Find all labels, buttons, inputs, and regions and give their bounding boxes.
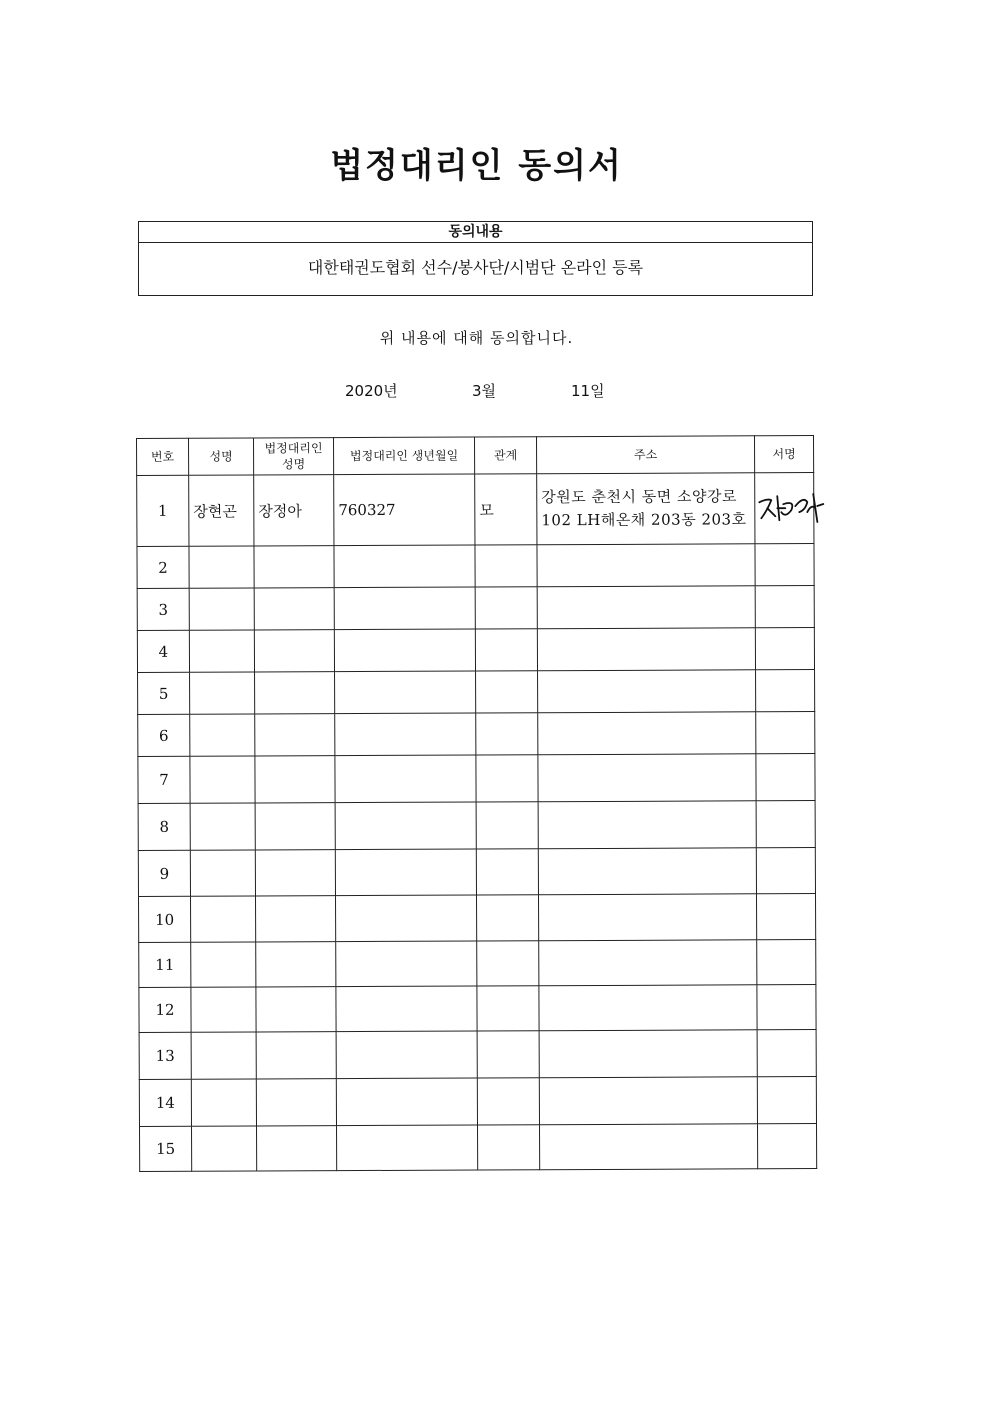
- cell-guardian-birth: [335, 671, 476, 714]
- cell-signature: [757, 1124, 816, 1169]
- cell-relation: [476, 671, 538, 713]
- cell-relation: [475, 545, 537, 587]
- cell-address: [537, 544, 755, 587]
- cell-signature: [756, 670, 815, 712]
- table-row: [140, 1124, 817, 1172]
- cell-number: 4: [137, 630, 189, 672]
- table-row: [137, 473, 814, 547]
- cell-number: 14: [139, 1079, 191, 1126]
- date-day: 11일: [571, 382, 605, 400]
- agreement-statement: 위 내용에 대해 동의합니다.: [379, 329, 574, 347]
- table-row: [138, 754, 815, 804]
- cell-number: 5: [138, 672, 190, 714]
- cell-number: 3: [137, 588, 189, 630]
- cell-signature: [755, 628, 814, 670]
- cell-address: [538, 894, 756, 941]
- table-row: [138, 670, 815, 715]
- cell-name: 장현곤: [189, 475, 254, 546]
- cell-number: 2: [137, 546, 189, 588]
- cell-relation: 모: [475, 474, 537, 545]
- cell-guardian-birth: [335, 895, 476, 942]
- cell-number: 7: [138, 756, 190, 803]
- cell-number: 9: [138, 850, 190, 896]
- cell-relation: [475, 587, 537, 629]
- cell-name: [189, 588, 254, 630]
- cell-name: [190, 672, 255, 714]
- table-row: [137, 628, 814, 673]
- cell-signature: [756, 894, 815, 940]
- cell-name: [191, 1032, 256, 1079]
- document-title: 법정대리인 동의서: [330, 146, 623, 186]
- table-row: [137, 544, 814, 589]
- cell-relation: [476, 849, 538, 895]
- header-address: 주소: [536, 436, 754, 474]
- cell-relation: [476, 802, 538, 849]
- consent-box: [138, 221, 813, 296]
- cell-guardian-name: [254, 630, 334, 672]
- cell-signature: [757, 985, 816, 1030]
- cell-guardian-name: [256, 987, 336, 1032]
- date-month: 3월: [472, 382, 497, 400]
- consent-body: 대한태권도협회 선수/봉사단/시범단 온라인 등록: [307, 258, 644, 277]
- table-row: [139, 1030, 816, 1080]
- cell-signature: [755, 473, 814, 544]
- cell-guardian-birth: [334, 545, 475, 588]
- cell-name: [190, 803, 255, 850]
- cell-guardian-name: [257, 1126, 337, 1171]
- cell-address: [538, 801, 756, 849]
- cell-name: [191, 1079, 256, 1126]
- table-header-row: [137, 436, 814, 476]
- cell-name: [191, 987, 256, 1032]
- cell-number: 10: [139, 896, 191, 942]
- header-signature: 서명: [754, 436, 813, 473]
- cell-number: 6: [138, 714, 190, 756]
- cell-guardian-name: [255, 850, 335, 896]
- cell-name: [189, 546, 254, 588]
- cell-address: [539, 1030, 757, 1078]
- cell-relation: [475, 629, 537, 671]
- cell-number: 13: [139, 1032, 191, 1079]
- cell-guardian-name: [254, 588, 334, 630]
- cell-signature: [756, 848, 815, 894]
- cell-guardian-name: 장정아: [254, 475, 334, 546]
- cell-relation: [476, 755, 538, 802]
- cell-signature: [756, 754, 815, 801]
- cell-guardian-name: [256, 1032, 336, 1079]
- cell-guardian-birth: 760327: [334, 474, 475, 546]
- table-row: [137, 586, 814, 631]
- cell-name: [191, 942, 256, 987]
- cell-signature: [756, 712, 815, 754]
- table-row: [139, 894, 816, 943]
- cell-relation: [477, 941, 539, 986]
- cell-relation: [476, 895, 538, 941]
- cell-address: 강원도 춘천시 동면 소양강로 102 LH해온채 203동 203호: [537, 473, 755, 545]
- cell-number: 12: [139, 987, 191, 1032]
- cell-address: [538, 848, 756, 895]
- cell-address: [537, 586, 755, 629]
- roster-table: [136, 435, 817, 1172]
- cell-number: 11: [139, 942, 191, 987]
- cell-address: [538, 670, 756, 713]
- cell-signature: [756, 801, 815, 848]
- consent-header: 동의내용: [139, 222, 812, 243]
- cell-guardian-name: [256, 942, 336, 987]
- cell-signature: [757, 940, 816, 985]
- cell-signature: [757, 1030, 816, 1077]
- cell-guardian-birth: [336, 1078, 477, 1126]
- cell-name: [189, 630, 254, 672]
- cell-relation: [477, 1078, 539, 1125]
- table-row: [138, 712, 815, 757]
- cell-guardian-birth: [334, 629, 475, 672]
- cell-address: [538, 754, 756, 802]
- cell-guardian-name: [255, 756, 335, 803]
- cell-relation: [477, 986, 539, 1031]
- table-row: [139, 985, 816, 1033]
- cell-name: [191, 896, 256, 942]
- cell-number: 15: [140, 1126, 192, 1171]
- cell-number: 8: [138, 803, 190, 850]
- cell-number: 1: [137, 475, 189, 546]
- cell-guardian-birth: [334, 587, 475, 630]
- cell-guardian-birth: [336, 1031, 477, 1079]
- cell-guardian-birth: [335, 802, 476, 850]
- table-row: [138, 801, 815, 851]
- cell-name: [190, 756, 255, 803]
- cell-guardian-name: [255, 896, 335, 942]
- cell-address: [539, 985, 757, 1031]
- cell-guardian-name: [255, 672, 335, 714]
- cell-relation: [477, 1031, 539, 1078]
- cell-signature: [757, 1077, 816, 1124]
- cell-guardian-birth: [335, 849, 476, 896]
- cell-address: [537, 628, 755, 671]
- header-number: 번호: [137, 438, 189, 475]
- cell-address: [538, 712, 756, 755]
- cell-relation: [476, 713, 538, 755]
- cell-guardian-birth: [336, 941, 477, 987]
- cell-address: [540, 1124, 758, 1170]
- date-year: 2020년: [345, 382, 398, 400]
- cell-address: [539, 940, 757, 986]
- table-row: [138, 848, 815, 897]
- cell-guardian-birth: [337, 1125, 478, 1171]
- cell-address: [539, 1077, 757, 1125]
- cell-guardian-birth: [335, 713, 476, 756]
- cell-guardian-birth: [335, 755, 476, 803]
- cell-relation: [478, 1125, 540, 1170]
- cell-guardian-name: [255, 803, 335, 850]
- cell-signature: [755, 586, 814, 628]
- cell-guardian-name: [254, 546, 334, 588]
- cell-guardian-name: [256, 1079, 336, 1126]
- cell-guardian-birth: [336, 986, 477, 1032]
- table-row: [139, 1077, 816, 1127]
- cell-signature: [755, 544, 814, 586]
- table-row: [139, 940, 816, 988]
- header-guardian-name: 법정대리인 성명: [254, 438, 334, 475]
- header-guardian-birth: 법정대리인 생년월일: [334, 437, 475, 475]
- cell-name: [190, 714, 255, 756]
- cell-name: [192, 1126, 257, 1171]
- handwritten-signature: [755, 488, 825, 528]
- cell-name: [190, 850, 255, 896]
- cell-guardian-name: [255, 714, 335, 756]
- header-relation: 관계: [474, 437, 536, 474]
- header-name: 성명: [189, 438, 254, 475]
